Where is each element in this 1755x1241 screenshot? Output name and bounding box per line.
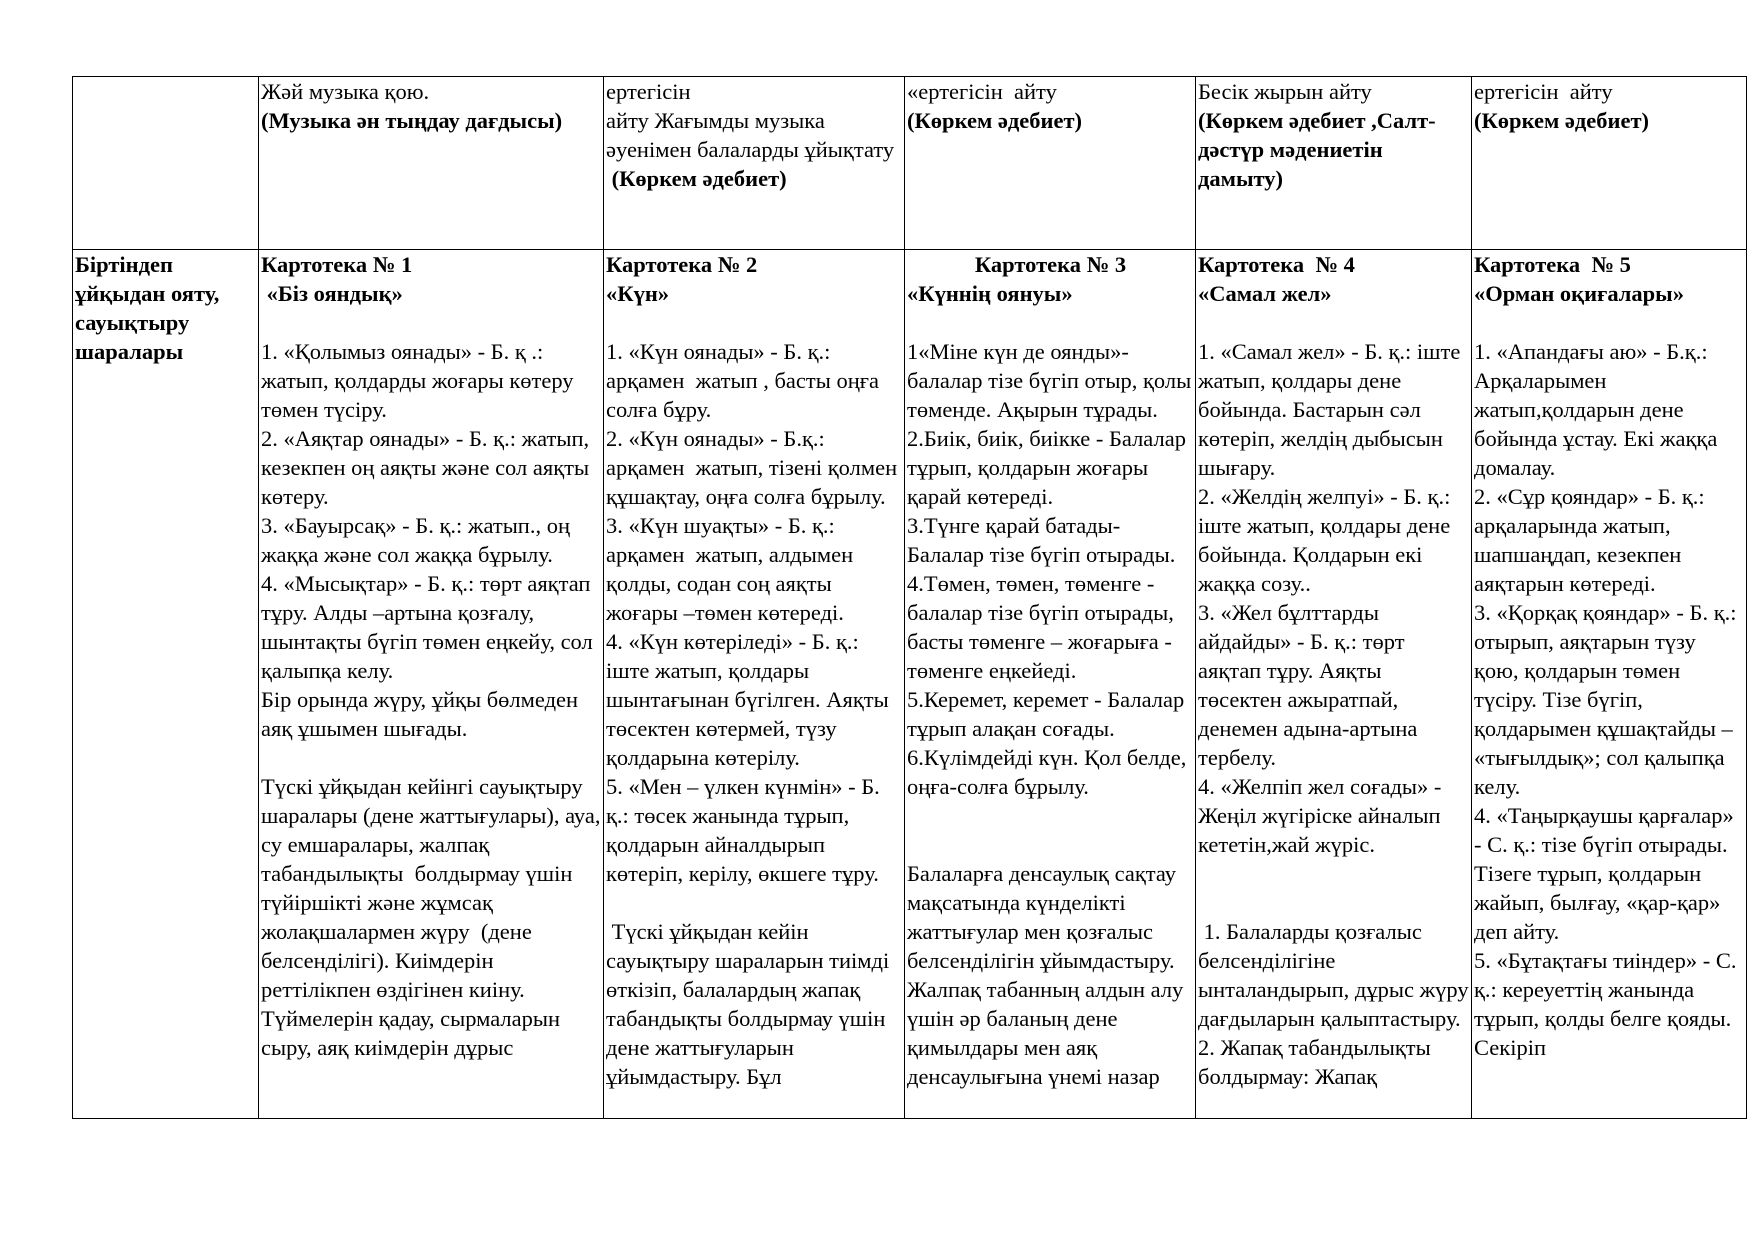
card-body-extra: Түскі ұйқыдан кейін сауықтыру шараларын тиімді өткізіп, балалардың жапақ табандықты болдырмау үшін дене жаттығуларын ұйымдастыру. Бұл xyxy=(606,919,895,1089)
cell-text: Бесік жырын айту xyxy=(1198,79,1372,104)
card-cell-5 xyxy=(1472,250,1747,1119)
card-cell-2 xyxy=(604,250,905,1119)
card-title: Картотека № 1 xyxy=(261,252,413,277)
card-title: Картотека № 5 xyxy=(1474,252,1631,277)
row1-cell-3 xyxy=(905,77,1196,250)
card-body: 1. «Самал жел» - Б. қ.: іште жатып, қолдары дене бойында. Бастарын сәл көтеріп, желдің дыбысын шығару. 2. «Желдің желпуі» - Б. қ.: іште жатып, қолдары дене бойында. Қолдарын екі жаққа созу.. 3. «Жел бұлттарды айдайды» - Б. қ.: төрт аяқтап тұру. Аяқты төсектен ажыратпай, денемен адына-артына тербелу. 4. «Желпіп жел соғады» - Жеңіл жүгіріске айналып кететін,жай жүріс. xyxy=(1198,339,1461,857)
cell-text: ертегісін айту Жағымды музыка әуенімен балаларды ұйықтату xyxy=(606,79,895,162)
cell-text: ертегісін айту xyxy=(1474,79,1613,104)
table-row xyxy=(73,250,1747,1119)
card-body-extra: 1. Балаларды қозғалыс белсенділігіне ынталандырып, дұрыс жүру дағдыларын қалыптастыру. 2. Жапақ табандылықты болдырмау: Жапақ xyxy=(1198,919,1469,1089)
card-body-extra: Балаларға денсаулық сақтау мақсатында күнделікті жаттығулар мен қозғалыс белсенділігін ұйымдастыру. Жалпақ табанның алдын алу үшін әр баланың дене қимылдары мен аяқ денсаулығына үнемі назар xyxy=(907,861,1184,1089)
cell-bold-text: (Көркем әдебиет ,Салт-дәстүр мәдениетін дамыту) xyxy=(1198,108,1436,191)
row1-cell-4 xyxy=(1196,77,1472,250)
card-body-extra: Түскі ұйқыдан кейінгі сауықтыру шаралары (дене жаттығулары), ауа, су емшаралары, жалпақ табандылықты болдырмау үшін түйіршікті және жұмсақ жолақшалармен жүру (дене белсенділігі). Киімдерін реттілікпен өздігінен киіну. Түймелерін қадау, сырмаларын сыру, аяқ киімдерін дұрыс xyxy=(261,774,607,1060)
cell-bold-text: (Музыка ән тыңдау дағдысы) xyxy=(261,108,563,133)
row1-cell-1 xyxy=(259,77,604,250)
card-title: Картотека № 4 xyxy=(1198,252,1355,277)
cell-text: Жәй музыка қою. xyxy=(261,79,430,104)
card-body: 1. «Апандағы аю» - Б.қ.: Арқаларымен жатып,қолдарын дене бойында ұстау. Екі жаққа домалау. 2. «Сұр қояндар» - Б. қ.: арқаларында жатып, шапшаңдап, кезекпен аяқтарын көтереді. 3. «Қорқақ қояндар» - Б. қ.: отырып, аяқтарын түзу қою, қолдарын төмен түсіру. Тізе бүгіп, қолдарымен құшақтайды – «тығылдық»; сол қалыпқа келу. 4. «Таңырқаушы қарғалар» - С. қ.: тізе бүгіп отырады. Тізеге тұрып, қолдарын жайып, былғау, «қар-қар» деп айту. 5. «Бұтақтағы тиіндер» - С. қ.: кереуеттің жанында тұрып, қолды белге қояды. Секіріп xyxy=(1474,339,1737,1060)
table-row xyxy=(73,77,1747,250)
card-body: 1«Міне күн де оянды»- балалар тізе бүгіп отыр, қолы төменде. Ақырын тұрады. 2.Биік, биік, биікке - Балалар тұрып, қолдарын жоғары қарай көтереді. 3.Түнге қарай батады- Балалар тізе бүгіп отырады. 4.Төмен, төмен, төменге - балалар тізе бүгіп отырады, басты төменге – жоғарыға - төменге еңкейеді. 5.Керемет, керемет - Балалар тұрып алақан соғады. 6.Күлімдейді күн. Қол белде, оңға-солға бұрылу. xyxy=(907,339,1192,799)
card-cell-3 xyxy=(905,250,1196,1119)
card-cell-1 xyxy=(259,250,607,1119)
card-body: 1. «Күн оянады» - Б. қ.: арқамен жатып , басты оңға солға бұру. 2. «Күн оянады» - Б.қ.: арқамен жатып, тізені қолмен құшақтау, оңға солға бұрылу. 3. «Күн шуақты» - Б. қ.: арқамен жатып, алдымен қолды, содан соң аяқты жоғары –төмен көтереді. 4. «Күн көтеріледі» - Б. қ.: іште жатып, қолдары шынтағынан бүгілген. Аяқты төсектен көтермей, түзу қолдарына көтерілу. 5. «Мен – үлкен күнмін» - Б. қ.: төсек жанында тұрып, қолдарын айналдырып көтеріп, керілу, өкшеге тұру. xyxy=(606,339,898,886)
card-subtitle: «Біз ояндық» xyxy=(261,281,403,306)
card-subtitle: «Күн» xyxy=(606,281,670,306)
card-subtitle: «Орман оқиғалары» xyxy=(1474,281,1684,306)
card-body: 1. «Қолымыз оянады» - Б. қ .: жатып, қолдарды жоғары көтеру төмен түсіру. 2. «Аяқтар оянады» - Б. қ.: жатып, кезекпен оң аяқты және сол аяқты көтеру. 3. «Бауырсақ» - Б. қ.: жатып., оң жаққа және сол жаққа бұрылу. 4. «Мысықтар» - Б. қ.: төрт аяқтап тұру. Алды –артына қозғалу, шынтақты бүгіп төмен еңкейу, сол қалыпқа келу. Бір орында жүру, ұйқы бөлмеден аяқ ұшымен шығады. xyxy=(261,339,593,741)
card-title: Картотека № 2 xyxy=(606,252,758,277)
card-subtitle: «Күннің оянуы» xyxy=(907,281,1073,306)
row1-cell-2 xyxy=(604,77,905,250)
cell-bold-text: (Көркем әдебиет) xyxy=(1474,108,1650,133)
cell-bold-text: (Көркем әдебиет) xyxy=(907,108,1083,133)
row2-label-cell xyxy=(73,250,259,1119)
row1-cell-5 xyxy=(1472,77,1747,250)
row1-label-cell xyxy=(73,77,259,250)
cell-bold-text: (Көркем әдебиет) xyxy=(606,166,787,191)
row-label: Біртіндеп ұйқыдан ояту, сауықтыру шаралары xyxy=(75,252,225,364)
schedule-table xyxy=(72,76,1747,1119)
card-title: Картотека № 3 xyxy=(974,252,1127,277)
cell-text: «ертегісін айту xyxy=(907,79,1057,104)
card-subtitle: «Самал жел» xyxy=(1198,281,1332,306)
card-cell-4 xyxy=(1196,250,1472,1119)
